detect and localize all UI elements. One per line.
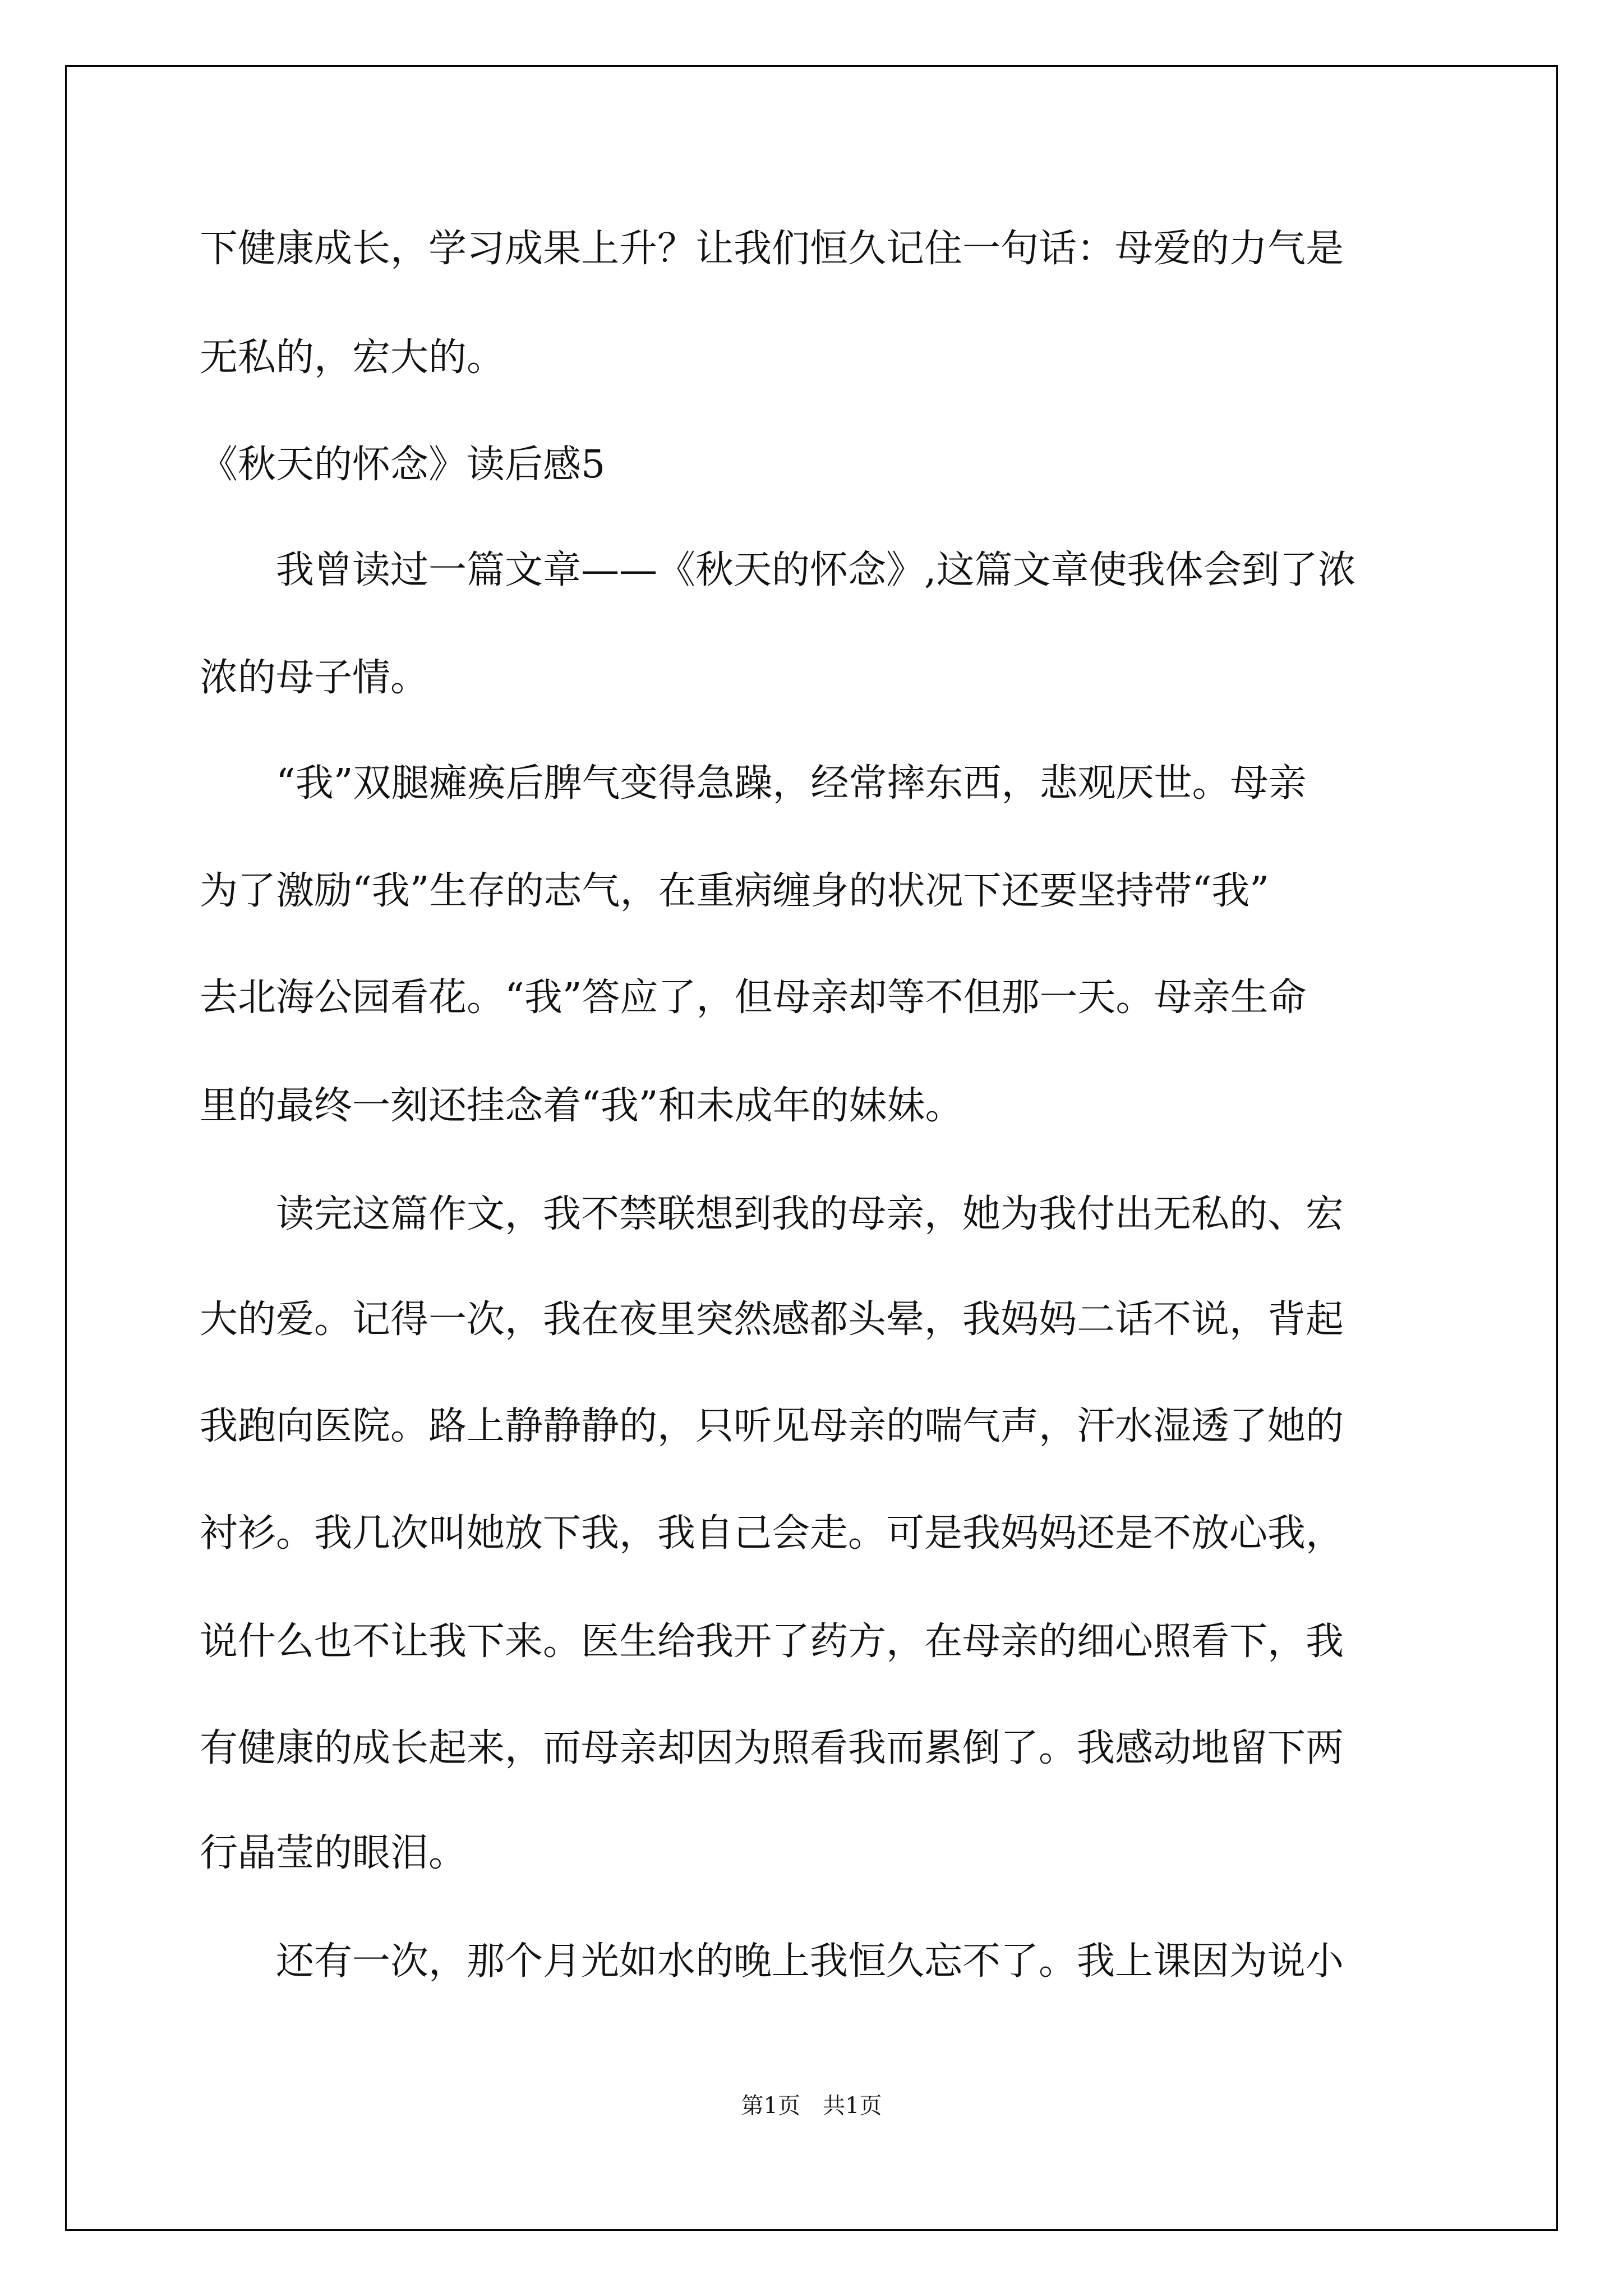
text-line-16: 行晶莹的眼泪。 [200,1831,467,1875]
text-line-4: 我曾读过一篇文章——《秋天的怀念》,这篇文章使我体会到了浓 [276,548,1356,592]
text-line-8: 去北海公园看花。“我”答应了，但母亲却等不但那一天。母亲生命 [200,976,1307,1020]
page-border [65,65,1558,2231]
text-line-12: 我跑向医院。路上静静静的，只听见母亲的喘气声，汗水湿透了她的 [200,1404,1344,1448]
text-line-2: 无私的，宏大的。 [200,335,505,380]
text-line-14: 说什么也不让我下来。医生给我开了药方，在母亲的细心照看下，我 [200,1619,1344,1664]
section-heading: 《秋天的怀念》读后感5 [200,443,606,487]
text-line-5: 浓的母子情。 [200,656,429,700]
page-footer: 第1页 共1页 [741,2093,882,2119]
text-line-10: 读完这篇作文，我不禁联想到我的母亲，她为我付出无私的、宏 [276,1192,1344,1236]
text-line-9: 里的最终一刻还挂念着“我”和未成年的妹妹。 [200,1084,963,1128]
text-line-7: 为了激励“我”生存的志气，在重病缠身的状况下还要坚持带“我” [200,869,1270,913]
text-line-1: 下健康成长，学习成果上升？让我们恒久记住一句话：母爱的力气是 [200,227,1344,271]
text-line-15: 有健康的成长起来，而母亲却因为照看我而累倒了。我感动地留下两 [200,1726,1344,1770]
text-line-17: 还有一次，那个月光如水的晚上我恒久忘不了。我上课因为说小 [276,1939,1344,1984]
text-line-13: 衬衫。我几次叫她放下我，我自己会走。可是我妈妈还是不放心我， [200,1511,1344,1556]
text-line-11: 大的爱。记得一次，我在夜里突然感都头晕，我妈妈二话不说，背起 [200,1297,1344,1342]
text-line-6: “我”双腿瘫痪后脾气变得急躁，经常摔东西，悲观厌世。母亲 [276,761,1307,806]
